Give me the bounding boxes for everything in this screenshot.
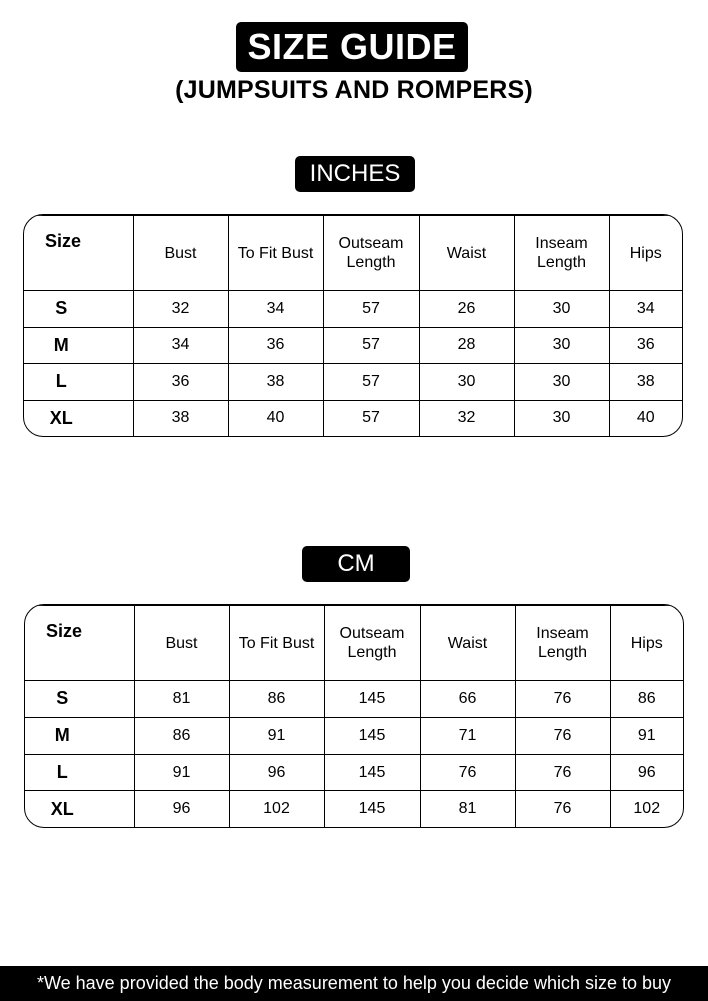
page-title: SIZE GUIDE <box>236 22 468 72</box>
column-header: Hips <box>610 606 683 681</box>
column-header: Waist <box>420 606 515 681</box>
measurement-cell: 57 <box>323 291 419 328</box>
measurement-cell: 34 <box>609 291 682 328</box>
table-row <box>25 717 683 754</box>
measurement-cell: 38 <box>133 400 228 436</box>
measurement-cell: 145 <box>324 754 420 791</box>
size-table-inches <box>23 214 683 437</box>
measurement-cell: 96 <box>229 754 324 791</box>
measurement-cell: 30 <box>514 327 609 364</box>
size-cell: M <box>24 327 133 364</box>
column-header: Size <box>25 606 134 681</box>
unit-label-inches: INCHES <box>295 156 415 192</box>
measurement-cell: 34 <box>228 291 323 328</box>
measurement-cell: 102 <box>229 791 324 827</box>
column-header: Hips <box>609 216 682 291</box>
measurement-cell: 66 <box>420 681 515 718</box>
measurement-cell: 40 <box>228 400 323 436</box>
measurement-cell: 96 <box>134 791 229 827</box>
header-row <box>24 216 682 291</box>
measurement-cell: 38 <box>609 364 682 401</box>
column-header: Waist <box>419 216 514 291</box>
column-header: Outseam Length <box>323 216 419 291</box>
measurement-cell: 145 <box>324 717 420 754</box>
measurement-cell: 81 <box>134 681 229 718</box>
column-header: Inseam Length <box>514 216 609 291</box>
measurement-cell: 36 <box>133 364 228 401</box>
measurement-cell: 30 <box>514 364 609 401</box>
measurement-cell: 57 <box>323 364 419 401</box>
measurement-cell: 86 <box>229 681 324 718</box>
measurement-cell: 57 <box>323 327 419 364</box>
measurement-cell: 36 <box>228 327 323 364</box>
measurement-cell: 30 <box>514 291 609 328</box>
measurement-cell: 40 <box>609 400 682 436</box>
column-header: Inseam Length <box>515 606 610 681</box>
measurement-cell: 91 <box>610 717 683 754</box>
measurement-cell: 81 <box>420 791 515 827</box>
table-row <box>24 364 682 401</box>
measurement-cell: 86 <box>610 681 683 718</box>
measurement-cell: 26 <box>419 291 514 328</box>
measurement-cell: 76 <box>515 681 610 718</box>
table-row <box>25 681 683 718</box>
measurement-cell: 28 <box>419 327 514 364</box>
table-row <box>24 327 682 364</box>
measurement-cell: 76 <box>515 754 610 791</box>
column-header: To Fit Bust <box>228 216 323 291</box>
size-table <box>25 605 683 827</box>
measurement-cell: 32 <box>133 291 228 328</box>
measurement-cell: 71 <box>420 717 515 754</box>
measurement-cell: 76 <box>515 717 610 754</box>
size-cell: S <box>24 291 133 328</box>
table-row <box>24 291 682 328</box>
measurement-cell: 96 <box>610 754 683 791</box>
measurement-cell: 86 <box>134 717 229 754</box>
table-row <box>25 754 683 791</box>
measurement-cell: 76 <box>515 791 610 827</box>
measurement-cell: 102 <box>610 791 683 827</box>
size-table <box>24 215 682 436</box>
measurement-cell: 32 <box>419 400 514 436</box>
size-cell: M <box>25 717 134 754</box>
column-header: Bust <box>134 606 229 681</box>
size-table-cm <box>24 604 684 828</box>
measurement-cell: 34 <box>133 327 228 364</box>
table-row <box>24 400 682 436</box>
size-cell: XL <box>24 400 133 436</box>
table-row <box>25 791 683 827</box>
measurement-cell: 91 <box>134 754 229 791</box>
measurement-cell: 57 <box>323 400 419 436</box>
column-header: Bust <box>133 216 228 291</box>
measurement-cell: 91 <box>229 717 324 754</box>
size-cell: L <box>24 364 133 401</box>
measurement-cell: 30 <box>514 400 609 436</box>
measurement-cell: 36 <box>609 327 682 364</box>
size-cell: L <box>25 754 134 791</box>
column-header: Size <box>24 216 133 291</box>
size-cell: XL <box>25 791 134 827</box>
header-row <box>25 606 683 681</box>
measurement-cell: 145 <box>324 681 420 718</box>
measurement-cell: 145 <box>324 791 420 827</box>
footer-note: *We have provided the body measurement to help you decide which size to buy <box>0 966 708 1001</box>
column-header: Outseam Length <box>324 606 420 681</box>
page-subtitle: (JUMPSUITS AND ROMPERS) <box>175 76 533 104</box>
measurement-cell: 30 <box>419 364 514 401</box>
measurement-cell: 76 <box>420 754 515 791</box>
unit-label-cm: CM <box>302 546 410 582</box>
size-cell: S <box>25 681 134 718</box>
column-header: To Fit Bust <box>229 606 324 681</box>
measurement-cell: 38 <box>228 364 323 401</box>
